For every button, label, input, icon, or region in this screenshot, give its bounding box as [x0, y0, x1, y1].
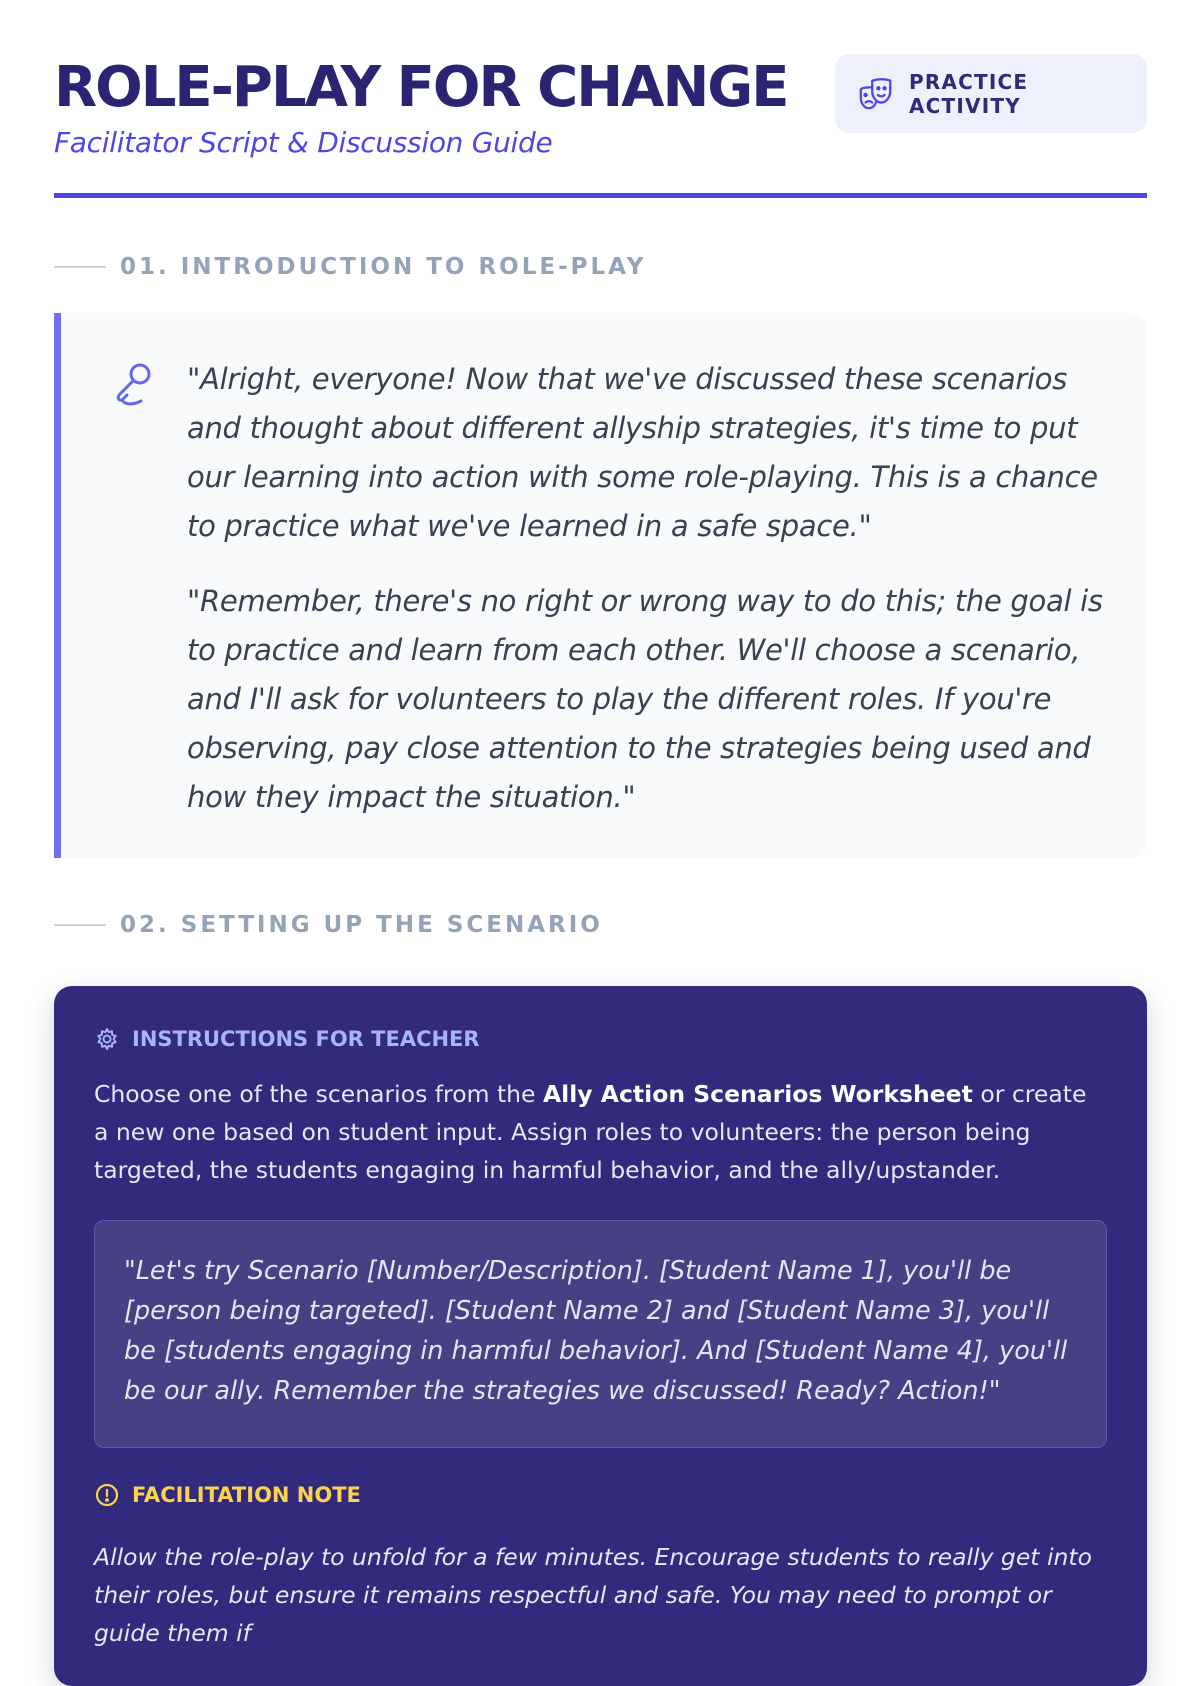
teacher-script: "Let's try Scenario [Number/Description]. [Student Name 1], you'll be [person being targeted]. [Student Name 2] and [Student Name 3], you'll be [students engaging in harmful behavior]. And [Student Name 4], you'll be our ally. Remember the strategies we discussed! Ready? Action!": [124, 1256, 1068, 1406]
practice-activity-badge: [835, 54, 1147, 133]
section-heading-introduction: [54, 254, 646, 280]
instructions-label: INSTRUCTIONS FOR TEACHER: [132, 1027, 480, 1051]
intro-quote-card: [54, 313, 1147, 858]
teacher-instructions-card: [54, 986, 1147, 1686]
section-heading-setup: [54, 912, 603, 938]
section-rule: [54, 266, 106, 268]
intro-script: [187, 355, 1117, 822]
section-rule: [54, 924, 106, 926]
teacher-script-box: [94, 1220, 1107, 1448]
header-divider: [54, 193, 1147, 198]
worksheet-reference: Ally Action Scenarios Worksheet: [542, 1080, 973, 1108]
gear-icon: [94, 1026, 120, 1052]
section-title: 01. INTRODUCTION TO ROLE-PLAY: [120, 254, 647, 280]
intro-paragraph: "Alright, everyone! Now that we've discussed these scenarios and thought about different allyship strategies, it's time to put our learning into action with some role-playing. This is a chance to practice what we've learned in a safe space.": [187, 362, 1098, 543]
instructions-label-row: [94, 1026, 480, 1052]
page-title: ROLE-PLAY FOR CHANGE: [54, 55, 788, 120]
facilitation-note-label-row: [94, 1482, 361, 1508]
microphone-icon: [111, 361, 155, 411]
intro-paragraph: "Remember, there's no right or wrong way to do this; the goal is to practice and learn from each other. We'll choose a scenario, and I'll ask for volunteers to play the different roles. If you're observing, pay close attention to the strategies being used and how they impact the situation.": [187, 584, 1103, 814]
theater-masks-icon: [857, 75, 895, 113]
page-header: [54, 0, 1147, 200]
section-title: 02. SETTING UP THE SCENARIO: [120, 912, 603, 938]
alert-circle-icon: [94, 1482, 120, 1508]
instructions-body: [94, 1075, 1094, 1189]
badge-label: PRACTICE ACTIVITY: [909, 69, 1029, 118]
page: [54, 0, 1147, 1647]
facilitation-note-label: FACILITATION NOTE: [132, 1483, 361, 1507]
page-subtitle: Facilitator Script & Discussion Guide: [54, 126, 553, 159]
instructions-text: or create a new one based on student input. Assign roles to volunteers: the person being targeted, the students engaging in harmful behavior, and the ally/upstander.: [94, 1080, 1087, 1184]
instructions-text: Choose one of the scenarios from the: [94, 1080, 543, 1108]
facilitation-note-body: Allow the role-play to unfold for a few minutes. Encourage students to really get into their roles, but ensure it remains respectful and safe. You may need to prompt or guide them if: [94, 1543, 1093, 1647]
